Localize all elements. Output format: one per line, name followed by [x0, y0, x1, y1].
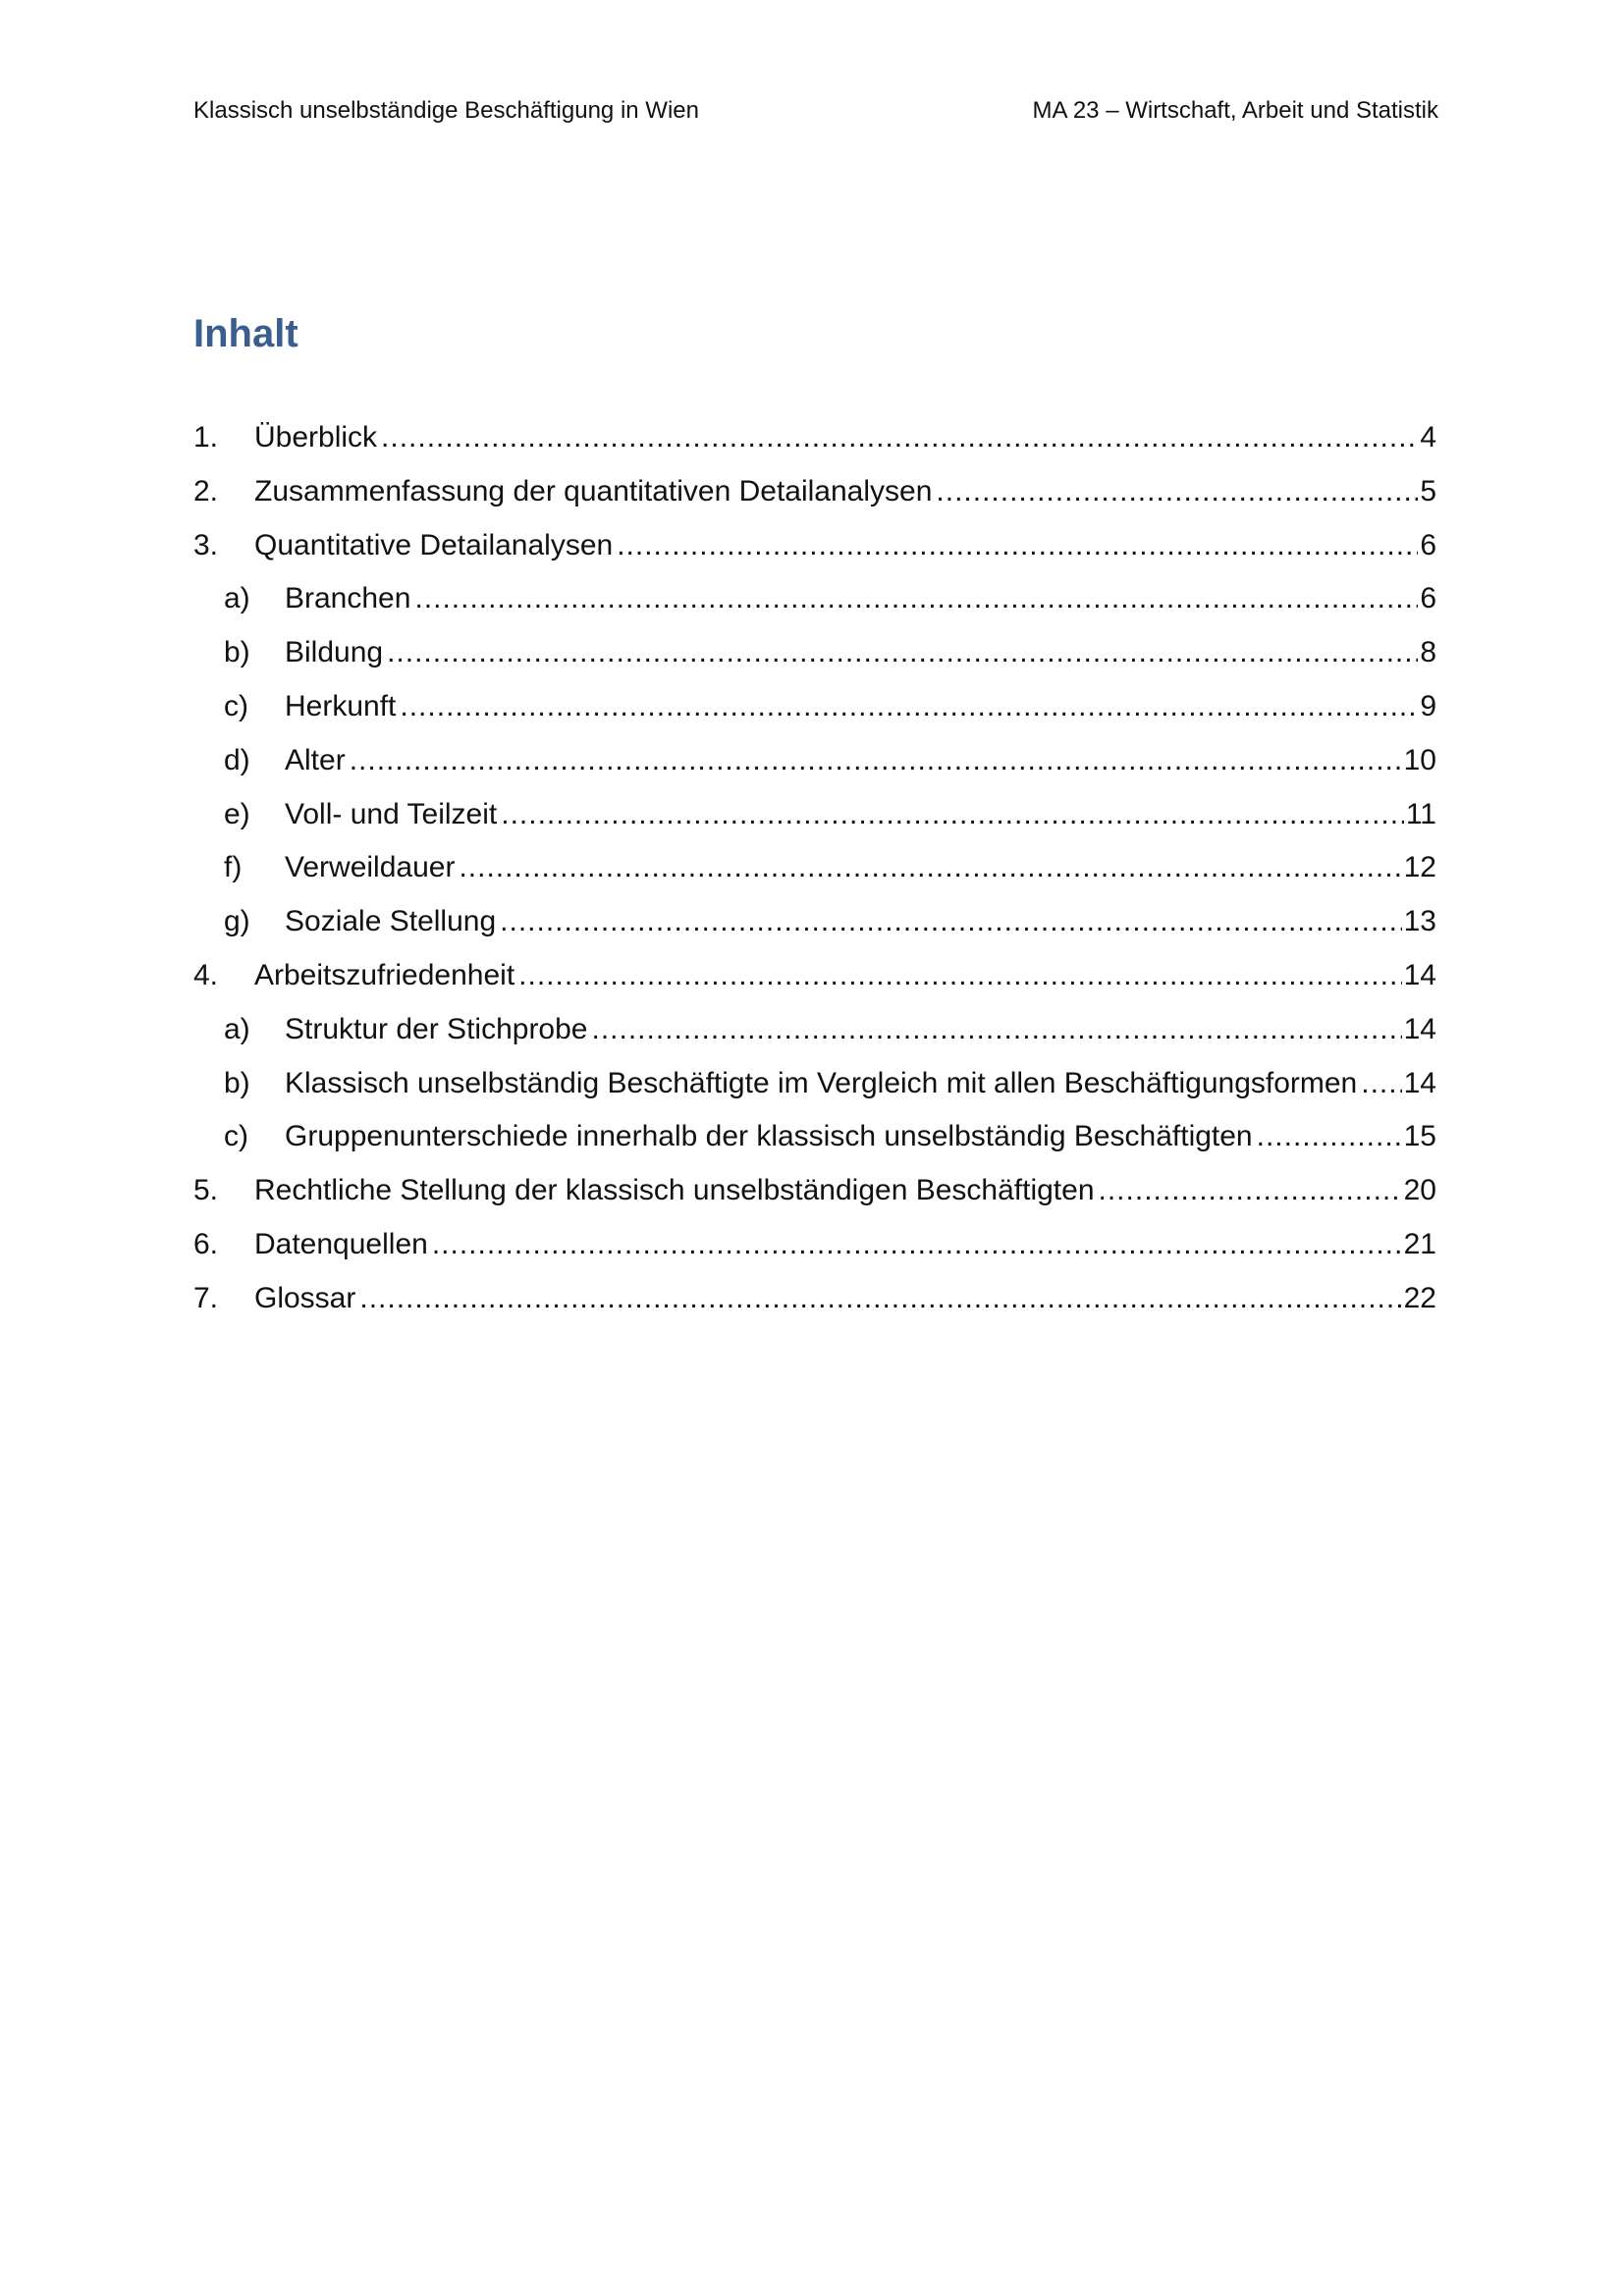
- toc-entry-number: 2.: [193, 474, 219, 507]
- toc-entry-number: 1.: [193, 421, 219, 454]
- toc-entry-label: Alter: [285, 734, 350, 788]
- toc-dot-leader: [500, 895, 1401, 949]
- header-document-title: Klassisch unselbständige Beschäftigung in Wien: [193, 97, 699, 124]
- toc-entry-page: 21: [1402, 1218, 1436, 1272]
- toc-entry-label: Herkunft: [285, 680, 400, 734]
- toc-subentry[interactable]: [193, 680, 1436, 734]
- toc-dot-leader: [381, 411, 1418, 465]
- toc-entry[interactable]: [193, 1164, 1436, 1218]
- toc-dot-leader: [1099, 1164, 1402, 1218]
- toc-dot-leader: [518, 949, 1401, 1003]
- toc-entry-number: 6.: [193, 1227, 219, 1260]
- toc-entry[interactable]: [193, 1218, 1436, 1272]
- toc-entry-label: Überblick: [254, 411, 381, 465]
- toc-entry-label: Quantitative Detailanalysen: [254, 519, 617, 573]
- toc-entry-number: 7.: [193, 1281, 219, 1314]
- toc-subentry[interactable]: [193, 841, 1436, 895]
- toc-entry-page: 20: [1402, 1164, 1436, 1218]
- toc-dot-leader: [359, 1272, 1401, 1326]
- toc-entry-number: b): [224, 636, 250, 669]
- toc-subentry[interactable]: [193, 626, 1436, 680]
- toc-subentry[interactable]: [193, 1003, 1436, 1057]
- header-publisher: MA 23 – Wirtschaft, Arbeit und Statistik: [1032, 97, 1438, 124]
- toc-entry-label: Branchen: [285, 572, 414, 626]
- toc-entry[interactable]: [193, 465, 1436, 519]
- toc-entry-label: Gruppenunterschiede innerhalb der klassisch unselbständig Beschäftigten: [285, 1110, 1257, 1164]
- page-header: [193, 94, 1438, 128]
- toc-subentry[interactable]: [193, 1110, 1436, 1164]
- toc-subentry[interactable]: [193, 572, 1436, 626]
- toc-entry-page: 4: [1418, 411, 1436, 465]
- toc-entry-page: 15: [1402, 1110, 1436, 1164]
- toc-entry-number: f): [224, 851, 243, 884]
- toc-dot-leader: [936, 465, 1418, 519]
- toc-entry-page: 6: [1418, 519, 1436, 573]
- toc-entry-page: 14: [1402, 1003, 1436, 1057]
- toc-entry-page: 5: [1418, 465, 1436, 519]
- toc-entry-page: 14: [1402, 1057, 1436, 1111]
- toc-entry-number: e): [224, 797, 250, 830]
- toc-entry-label: Rechtliche Stellung der klassisch unselbständigen Beschäftigten: [254, 1164, 1099, 1218]
- toc-entry[interactable]: [193, 949, 1436, 1003]
- toc-subentry[interactable]: [193, 895, 1436, 949]
- toc-entry-label: Verweildauer: [285, 841, 459, 895]
- toc-dot-leader: [501, 788, 1404, 842]
- toc-entry-page: 9: [1418, 680, 1436, 734]
- toc-entry-label: Arbeitszufriedenheit: [254, 949, 518, 1003]
- toc-entry-number: 3.: [193, 528, 219, 561]
- toc-dot-leader: [459, 841, 1401, 895]
- toc-entry-number: a): [224, 1012, 250, 1045]
- toc-subentry[interactable]: [193, 1057, 1436, 1111]
- toc-entry-number: d): [224, 743, 250, 776]
- toc-dot-leader: [432, 1218, 1402, 1272]
- toc-entry[interactable]: [193, 519, 1436, 573]
- toc-entry-number: a): [224, 582, 250, 615]
- toc-entry[interactable]: [193, 1272, 1436, 1326]
- toc-entry-label: Zusammenfassung der quantitativen Detailanalysen: [254, 465, 936, 519]
- toc-dot-leader: [350, 734, 1402, 788]
- toc-entry-label: Glossar: [254, 1272, 359, 1326]
- toc-entry-number: g): [224, 905, 250, 938]
- toc-entry-number: c): [224, 1120, 248, 1153]
- toc-entry-page: 10: [1402, 734, 1436, 788]
- toc-entry-label: Voll- und Teilzeit: [285, 788, 501, 842]
- toc-entry-label: Datenquellen: [254, 1218, 432, 1272]
- toc-entry-page: 6: [1418, 572, 1436, 626]
- toc-dot-leader: [414, 572, 1418, 626]
- toc-entry-number: c): [224, 689, 248, 722]
- toc-entry-page: 11: [1404, 788, 1436, 842]
- toc-entry-number: 4.: [193, 958, 219, 991]
- toc-dot-leader: [1257, 1110, 1402, 1164]
- toc-entry-page: 12: [1402, 841, 1436, 895]
- toc-entry-label: Struktur der Stichprobe: [285, 1003, 591, 1057]
- toc-title: Inhalt: [193, 312, 298, 355]
- toc-dot-leader: [1361, 1057, 1401, 1111]
- toc-entry-label: Bildung: [285, 626, 387, 680]
- toc-entry-label: Soziale Stellung: [285, 895, 500, 949]
- table-of-contents: [193, 411, 1436, 1326]
- toc-entry-page: 13: [1402, 895, 1436, 949]
- toc-dot-leader: [591, 1003, 1401, 1057]
- toc-entry-number: b): [224, 1066, 250, 1099]
- toc-dot-leader: [617, 519, 1418, 573]
- toc-subentry[interactable]: [193, 788, 1436, 842]
- toc-dot-leader: [400, 680, 1418, 734]
- toc-subentry[interactable]: [193, 734, 1436, 788]
- toc-entry[interactable]: [193, 411, 1436, 465]
- toc-entry-page: 8: [1418, 626, 1436, 680]
- toc-entry-page: 14: [1402, 949, 1436, 1003]
- toc-entry-page: 22: [1402, 1272, 1436, 1326]
- toc-dot-leader: [387, 626, 1418, 680]
- toc-entry-number: 5.: [193, 1174, 219, 1207]
- toc-entry-label: Klassisch unselbständig Beschäftigte im Vergleich mit allen Beschäftigungsformen: [285, 1057, 1361, 1111]
